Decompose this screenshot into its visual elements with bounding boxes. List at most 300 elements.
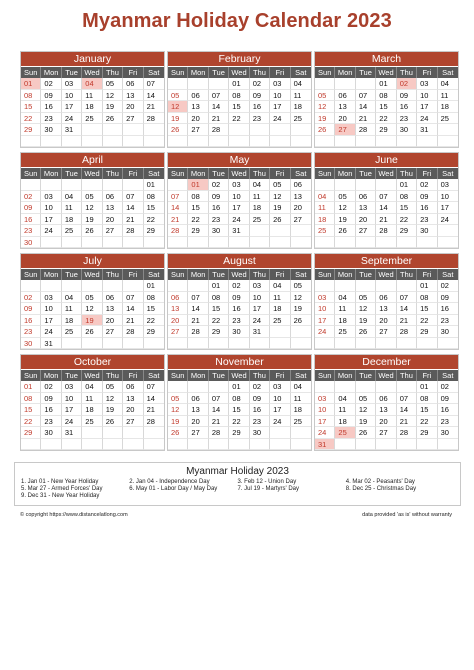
day-cell: 30: [397, 124, 417, 136]
day-cell: 11: [335, 303, 355, 315]
empty-cell: [335, 179, 355, 191]
empty-cell: [209, 338, 229, 350]
day-cell: 14: [123, 202, 143, 214]
weekday-label: Tue: [62, 269, 82, 280]
day-cell: 16: [417, 202, 437, 214]
month-title: September: [315, 254, 458, 268]
day-cell: 01: [376, 78, 396, 90]
weekday-label: Tue: [209, 269, 229, 280]
weekday-header: [168, 66, 311, 78]
empty-cell: [397, 237, 417, 249]
empty-cell: [41, 439, 61, 451]
empty-cell: [103, 237, 123, 249]
month-may: [167, 152, 312, 249]
day-cell: 10: [270, 90, 290, 102]
day-cell: 31: [41, 338, 61, 350]
day-cell: 22: [376, 113, 396, 125]
day-cell: 26: [315, 124, 335, 136]
empty-cell: [168, 237, 188, 249]
day-cell: 25: [315, 225, 335, 237]
weekday-label: Mon: [188, 67, 208, 78]
month-title: November: [168, 355, 311, 369]
day-cell: 04: [62, 191, 82, 203]
day-cell: 14: [144, 90, 164, 102]
day-cell: 09: [250, 393, 270, 405]
empty-cell: [82, 439, 102, 451]
empty-cell: [209, 381, 229, 393]
day-cell: 24: [229, 214, 249, 226]
day-cell: 05: [82, 191, 102, 203]
day-cell: 28: [376, 225, 396, 237]
day-cell: 28: [397, 326, 417, 338]
day-cell: 30: [21, 237, 41, 249]
day-cell: 12: [356, 303, 376, 315]
day-cell: 28: [123, 225, 143, 237]
day-cell: 04: [250, 179, 270, 191]
day-cell: 15: [144, 303, 164, 315]
weekday-label: Wed: [229, 67, 249, 78]
weekday-header: [168, 268, 311, 280]
day-cell: 21: [376, 214, 396, 226]
day-cell: 22: [417, 315, 437, 327]
day-cell: 22: [144, 214, 164, 226]
day-cell: 10: [41, 202, 61, 214]
day-cell: 02: [209, 179, 229, 191]
day-cell: 10: [315, 404, 335, 416]
day-cell: 23: [41, 416, 61, 428]
empty-cell: [356, 280, 376, 292]
weekday-label: Sun: [168, 269, 188, 280]
weekday-label: Sun: [21, 67, 41, 78]
day-cell: 09: [438, 393, 458, 405]
day-cell: 22: [229, 416, 249, 428]
empty-cell: [315, 78, 335, 90]
day-cell: 19: [356, 416, 376, 428]
day-cell: 16: [397, 101, 417, 113]
weekday-label: Sun: [168, 370, 188, 381]
empty-cell: [123, 124, 143, 136]
empty-cell: [438, 237, 458, 249]
empty-cell: [397, 280, 417, 292]
empty-cell: [270, 136, 290, 148]
empty-cell: [417, 439, 437, 451]
day-cell: 23: [250, 113, 270, 125]
weekday-label: Wed: [376, 269, 396, 280]
day-cell: 09: [417, 191, 437, 203]
empty-cell: [123, 338, 143, 350]
day-cell: 28: [123, 326, 143, 338]
empty-cell: [168, 280, 188, 292]
day-cell: 19: [315, 113, 335, 125]
day-cell: 03: [62, 381, 82, 393]
weekday-label: Tue: [209, 370, 229, 381]
day-cell: 25: [62, 326, 82, 338]
weekday-label: Tue: [356, 168, 376, 179]
day-cell: 29: [188, 225, 208, 237]
day-cell: 24: [41, 326, 61, 338]
weekday-label: Thu: [397, 67, 417, 78]
weekday-label: Mon: [188, 269, 208, 280]
day-cell: 16: [21, 315, 41, 327]
day-cell: 20: [123, 101, 143, 113]
day-cell: 18: [438, 101, 458, 113]
empty-cell: [229, 136, 249, 148]
day-cell: 26: [356, 326, 376, 338]
empty-cell: [188, 280, 208, 292]
day-cell: 17: [229, 202, 249, 214]
day-cell: 10: [62, 90, 82, 102]
day-cell: 21: [168, 214, 188, 226]
weekday-label: Sat: [148, 270, 160, 279]
empty-cell: [417, 338, 437, 350]
empty-cell: [335, 78, 355, 90]
day-cell: 26: [103, 416, 123, 428]
weekday-label: Thu: [397, 168, 417, 179]
weekday-header: [21, 66, 164, 78]
weekday-label: Mon: [41, 370, 61, 381]
weekday-label: Thu: [103, 168, 123, 179]
day-cell: 13: [291, 191, 311, 203]
day-cell: 17: [270, 404, 290, 416]
day-cell: 15: [21, 404, 41, 416]
day-cell: 09: [21, 303, 41, 315]
day-cell: 06: [103, 292, 123, 304]
month-april: [20, 152, 165, 249]
weekday-label: Wed: [82, 269, 102, 280]
day-cell: 10: [315, 303, 335, 315]
empty-cell: [62, 179, 82, 191]
legend-item: 8. Dec 25 - Christmas Day: [345, 486, 417, 492]
empty-cell: [438, 439, 458, 451]
empty-cell: [123, 237, 143, 249]
day-cell: 14: [188, 303, 208, 315]
day-cell: 13: [356, 202, 376, 214]
day-cell: 29: [209, 326, 229, 338]
weekday-label: Sat: [148, 68, 160, 77]
day-cell: 23: [41, 113, 61, 125]
empty-cell: [188, 439, 208, 451]
day-cell: 20: [376, 416, 396, 428]
month-november: [167, 354, 312, 451]
day-cell: 11: [291, 90, 311, 102]
day-cell: 10: [62, 393, 82, 405]
day-cell: 13: [123, 90, 143, 102]
day-cell: 11: [291, 393, 311, 405]
day-grid: [168, 78, 311, 147]
empty-cell: [291, 427, 311, 439]
day-cell: 03: [417, 78, 437, 90]
weekday-label: Sun: [168, 67, 188, 78]
empty-cell: [356, 338, 376, 350]
day-cell: 07: [123, 292, 143, 304]
day-cell: 07: [168, 191, 188, 203]
weekday-header: [21, 167, 164, 179]
weekday-label: Wed: [82, 67, 102, 78]
day-cell: 08: [21, 90, 41, 102]
day-cell: 03: [270, 78, 290, 90]
day-grid: [315, 280, 458, 349]
day-grid: [21, 78, 164, 147]
day-cell: 20: [188, 113, 208, 125]
day-cell: 03: [62, 78, 82, 90]
day-grid: [21, 381, 164, 450]
empty-cell: [62, 439, 82, 451]
empty-cell: [21, 179, 41, 191]
weekday-label: Sun: [21, 269, 41, 280]
empty-cell: [397, 439, 417, 451]
day-cell: 15: [376, 101, 396, 113]
day-cell: 12: [168, 101, 188, 113]
empty-cell: [168, 78, 188, 90]
empty-cell: [103, 439, 123, 451]
day-cell: 09: [21, 202, 41, 214]
day-cell: 01: [417, 280, 437, 292]
empty-cell: [168, 381, 188, 393]
day-cell: 04: [291, 381, 311, 393]
empty-cell: [315, 381, 335, 393]
empty-cell: [209, 136, 229, 148]
empty-cell: [335, 237, 355, 249]
empty-cell: [335, 280, 355, 292]
empty-cell: [291, 326, 311, 338]
weekday-label: Sat: [295, 169, 307, 178]
empty-cell: [144, 237, 164, 249]
day-cell: 23: [250, 416, 270, 428]
day-grid: [315, 179, 458, 248]
day-cell: 04: [438, 78, 458, 90]
day-cell: 20: [291, 202, 311, 214]
day-cell: 20: [188, 416, 208, 428]
day-cell: 20: [103, 315, 123, 327]
day-cell: 01: [188, 179, 208, 191]
day-grid: [168, 280, 311, 349]
day-cell: 14: [168, 202, 188, 214]
day-cell: 29: [144, 326, 164, 338]
day-cell: 25: [291, 113, 311, 125]
day-cell: 07: [209, 90, 229, 102]
day-cell: 30: [438, 427, 458, 439]
day-cell: 16: [438, 404, 458, 416]
empty-cell: [356, 381, 376, 393]
day-cell: 24: [270, 113, 290, 125]
day-cell: 01: [21, 381, 41, 393]
day-cell: 27: [188, 427, 208, 439]
weekday-label: Fri: [417, 168, 437, 179]
day-cell: 22: [209, 315, 229, 327]
day-cell: 08: [417, 393, 437, 405]
day-cell: 11: [438, 90, 458, 102]
day-cell: 07: [356, 90, 376, 102]
day-cell: 22: [397, 214, 417, 226]
month-july: [20, 253, 165, 350]
day-cell: 19: [103, 101, 123, 113]
day-cell: 02: [417, 179, 437, 191]
weekday-label: Fri: [417, 370, 437, 381]
day-cell: 03: [270, 381, 290, 393]
day-cell: 19: [168, 416, 188, 428]
day-cell: 14: [397, 303, 417, 315]
month-august: [167, 253, 312, 350]
day-cell: 07: [376, 191, 396, 203]
empty-cell: [21, 136, 41, 148]
day-cell: 31: [250, 326, 270, 338]
empty-cell: [144, 136, 164, 148]
day-cell: 30: [250, 427, 270, 439]
day-cell: 29: [144, 225, 164, 237]
day-cell: 08: [144, 292, 164, 304]
day-cell: 01: [229, 78, 249, 90]
day-cell: 25: [291, 416, 311, 428]
weekday-label: Sat: [295, 68, 307, 77]
day-cell: 02: [229, 280, 249, 292]
day-cell: 04: [82, 381, 102, 393]
month-september: [314, 253, 459, 350]
day-cell: 26: [103, 113, 123, 125]
empty-cell: [356, 439, 376, 451]
month-december: [314, 354, 459, 451]
weekday-label: Sun: [315, 269, 335, 280]
day-cell: 16: [250, 404, 270, 416]
day-cell: 29: [397, 225, 417, 237]
month-march: [314, 51, 459, 148]
day-cell: 27: [168, 326, 188, 338]
day-cell: 12: [270, 191, 290, 203]
empty-cell: [209, 78, 229, 90]
day-cell: 13: [168, 303, 188, 315]
empty-cell: [335, 381, 355, 393]
day-cell: 19: [82, 214, 102, 226]
day-cell: 29: [417, 326, 437, 338]
weekday-header: [315, 268, 458, 280]
day-cell: 08: [209, 292, 229, 304]
empty-cell: [103, 124, 123, 136]
weekday-label: Fri: [270, 67, 290, 78]
day-cell: 30: [41, 124, 61, 136]
empty-cell: [168, 439, 188, 451]
empty-cell: [229, 124, 249, 136]
month-june: [314, 152, 459, 249]
day-cell: 11: [82, 393, 102, 405]
day-cell: 04: [82, 78, 102, 90]
day-cell: 10: [41, 303, 61, 315]
day-cell: 28: [356, 124, 376, 136]
day-cell: 03: [438, 179, 458, 191]
empty-cell: [376, 338, 396, 350]
day-cell: 07: [123, 191, 143, 203]
empty-cell: [41, 237, 61, 249]
weekday-label: Thu: [250, 269, 270, 280]
day-cell: 31: [62, 124, 82, 136]
weekday-label: Thu: [397, 370, 417, 381]
disclaimer-text: data provided 'as is' without warranty: [362, 512, 452, 518]
day-cell: 25: [62, 225, 82, 237]
weekday-label: Sun: [168, 168, 188, 179]
day-cell: 17: [270, 101, 290, 113]
weekday-label: Sat: [442, 169, 454, 178]
day-cell: 08: [417, 292, 437, 304]
day-cell: 05: [168, 90, 188, 102]
empty-cell: [250, 338, 270, 350]
empty-cell: [144, 124, 164, 136]
empty-cell: [270, 237, 290, 249]
empty-cell: [82, 338, 102, 350]
empty-cell: [82, 124, 102, 136]
month-title: March: [315, 52, 458, 66]
day-cell: 14: [209, 101, 229, 113]
weekday-label: Tue: [209, 67, 229, 78]
weekday-header: [21, 268, 164, 280]
empty-cell: [123, 136, 143, 148]
day-cell: 02: [41, 78, 61, 90]
day-cell: 13: [376, 303, 396, 315]
day-cell: 19: [356, 315, 376, 327]
empty-cell: [188, 338, 208, 350]
empty-cell: [291, 225, 311, 237]
day-cell: 03: [315, 393, 335, 405]
day-cell: 14: [356, 101, 376, 113]
empty-cell: [291, 124, 311, 136]
weekday-label: Wed: [82, 370, 102, 381]
weekday-label: Tue: [62, 67, 82, 78]
day-cell: 12: [103, 90, 123, 102]
day-cell: 13: [188, 404, 208, 416]
day-cell: 22: [144, 315, 164, 327]
weekday-label: Thu: [103, 269, 123, 280]
empty-cell: [376, 439, 396, 451]
weekday-label: Mon: [188, 370, 208, 381]
holiday-legend: [14, 462, 461, 506]
day-cell: 13: [376, 404, 396, 416]
day-cell: 26: [82, 326, 102, 338]
empty-cell: [41, 179, 61, 191]
day-cell: 24: [270, 416, 290, 428]
empty-cell: [397, 338, 417, 350]
empty-cell: [123, 179, 143, 191]
day-cell: 21: [144, 404, 164, 416]
day-cell: 01: [229, 381, 249, 393]
weekday-label: Thu: [103, 67, 123, 78]
day-cell: 20: [335, 113, 355, 125]
day-cell: 31: [315, 439, 335, 451]
page-title: Myanmar Holiday Calendar 2023: [82, 10, 392, 32]
month-title: January: [21, 52, 164, 66]
legend-list: [21, 479, 454, 499]
empty-cell: [250, 237, 270, 249]
weekday-label: Sun: [315, 168, 335, 179]
day-cell: 09: [438, 292, 458, 304]
day-cell: 12: [82, 303, 102, 315]
weekday-label: Sat: [295, 371, 307, 380]
day-cell: 14: [209, 404, 229, 416]
day-cell: 25: [82, 416, 102, 428]
empty-cell: [335, 338, 355, 350]
weekday-header: [315, 167, 458, 179]
day-cell: 01: [144, 179, 164, 191]
weekday-label: Fri: [123, 168, 143, 179]
empty-cell: [315, 338, 335, 350]
weekday-label: Tue: [356, 67, 376, 78]
day-cell: 24: [62, 416, 82, 428]
empty-cell: [62, 136, 82, 148]
day-cell: 06: [188, 393, 208, 405]
day-cell: 09: [41, 393, 61, 405]
day-cell: 21: [209, 113, 229, 125]
day-cell: 30: [417, 225, 437, 237]
day-cell: 04: [62, 292, 82, 304]
day-cell: 18: [270, 303, 290, 315]
empty-cell: [376, 381, 396, 393]
legend-item: 4. Mar 02 - Peasants' Day: [345, 479, 415, 485]
